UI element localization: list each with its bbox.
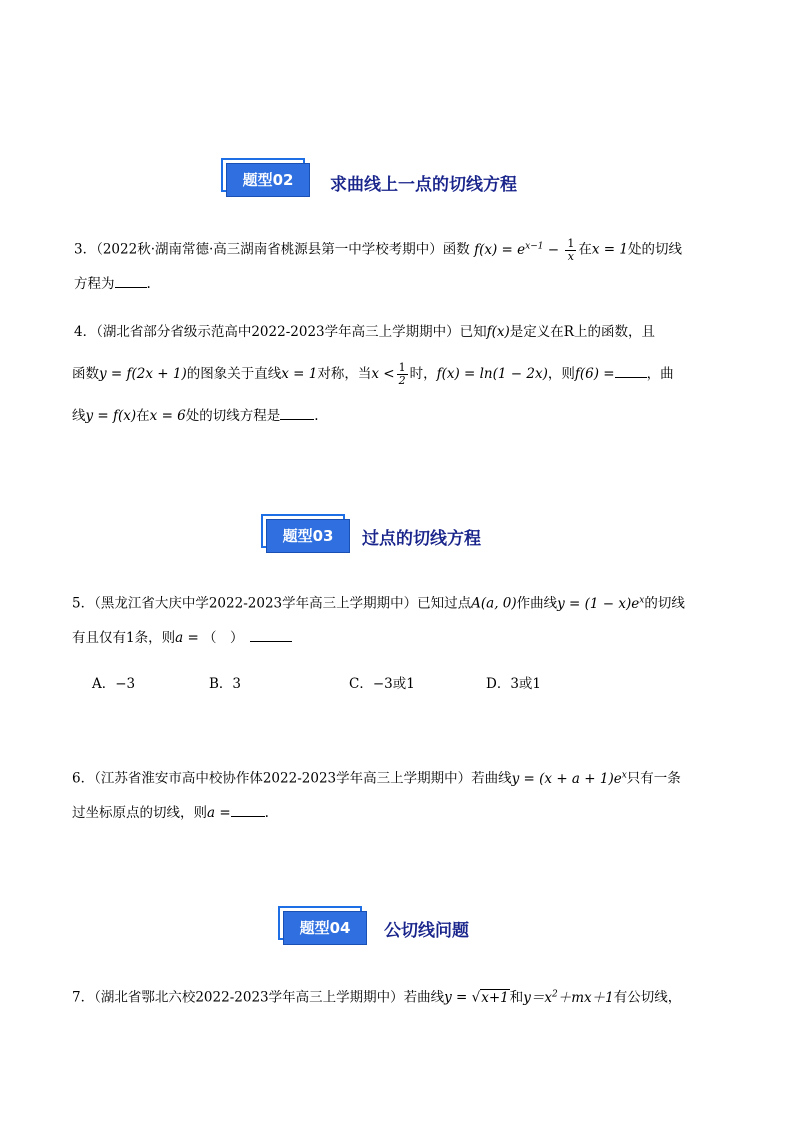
option-c: C．−3或1	[349, 676, 415, 692]
option-b: B．3	[209, 676, 242, 692]
option-d: D．3或1	[486, 676, 542, 692]
section-title-02: 求曲线上一点的切线方程	[330, 175, 517, 195]
question-6-line-1: 6．（江苏省淮安市高中校协作体2022-2023学年高三上学期期中）若曲线$y = (x + a + 1)e^x$只有一条	[72, 770, 681, 787]
badge-label: 题型02	[226, 163, 310, 197]
answer-blank	[231, 804, 265, 817]
question-5-line-2: 有且仅有1条，则a = （ ）	[72, 628, 292, 648]
section-title-03: 过点的切线方程	[362, 529, 481, 549]
badge-label: 题型03	[266, 519, 350, 553]
section-badge-03	[261, 514, 349, 554]
math-condition: x = 1	[591, 241, 628, 258]
question-4-line-3: 线y = f(x)在x = 6处的切线方程是 .	[72, 408, 319, 424]
question-3-line-1: 3．（2022秋·湖南常德·高三湖南省桃源县第一中学校考期中）函数 $f(x) = e^{x-1}$ − $\frac{1}{x}$ 在x = 1处的切线	[74, 236, 682, 263]
question-number: 5．	[72, 595, 95, 612]
question-source: （湖北省部分省级示范高中2022-2023学年高三上学期期中）已知	[96, 324, 487, 340]
answer-blank	[250, 629, 292, 642]
question-4-line-1: 4．（湖北省部分省级示范高中2022-2023学年高三上学期期中）已知f(x)是定义在R上的函数，且	[74, 324, 655, 340]
question-number: 7．	[72, 989, 95, 1006]
question-source: （湖北省鄂北六校2022-2023学年高三上学期期中）若曲线	[94, 989, 445, 1006]
section-badge-02	[221, 158, 309, 198]
question-source: （2022秋·湖南常德·高三湖南省桃源县第一中学校考期中）函数	[96, 241, 470, 258]
badge-label: 题型04	[283, 911, 367, 945]
fraction: $\frac{1}{2}$	[398, 361, 406, 387]
option-a: A．−3	[92, 676, 136, 692]
question-source: （江苏省淮安市高中校协作体2022-2023学年高三上学期期中）若曲线	[94, 770, 512, 787]
answer-blank	[280, 407, 314, 420]
question-6-line-2: 过坐标原点的切线，则a = .	[72, 805, 269, 821]
section-badge-04	[278, 906, 366, 946]
section-title-04: 公切线问题	[384, 921, 469, 941]
question-4-line-2: 函数y = f(2x + 1)的图象关于直线x = 1对称，当x < $\frac{1}{2}$ 时，f(x) = ln(1 − 2x)，则f(6) = ，曲	[72, 361, 674, 387]
fraction: $\frac{1}{x}$	[567, 236, 575, 263]
question-5-line-1: 5．（黑龙江省大庆中学2022-2023学年高三上学期期中）已知过点A(a, 0)作曲线$y = (1 - x)e^x$的切线	[72, 595, 685, 612]
answer-blank	[615, 365, 647, 378]
question-number: 3．	[74, 241, 97, 258]
math-fx: $f(x) = e^{x-1}$ −	[474, 241, 564, 258]
question-source: （黑龙江省大庆中学2022-2023学年高三上学期期中）已知过点	[94, 595, 472, 612]
question-number: 4．	[74, 324, 97, 340]
answer-blank	[115, 275, 147, 288]
question-7-line-1: 7．（湖北省鄂北六校2022-2023学年高三上学期期中）若曲线y = √x+1和$y=x^2+mx+1$有公切线，	[72, 989, 682, 1006]
question-number: 6．	[72, 770, 95, 787]
question-3-line-2: 方程为 .	[74, 276, 151, 292]
